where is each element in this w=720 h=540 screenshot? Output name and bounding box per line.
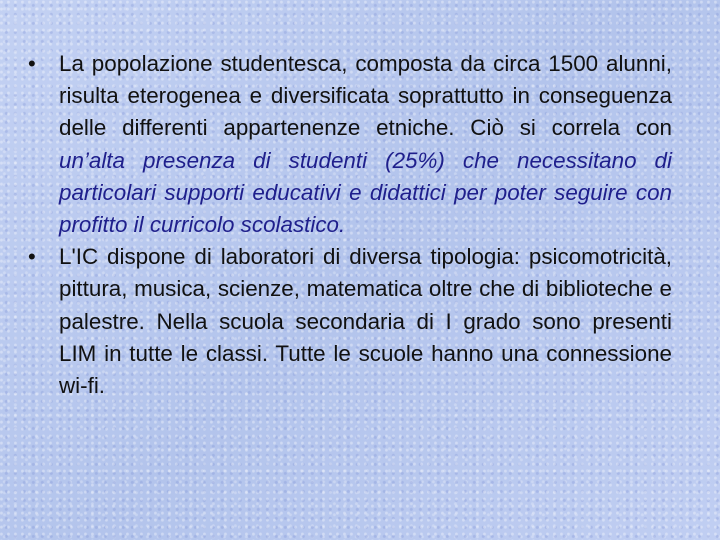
bullet-item-population	[28, 48, 672, 241]
bullet-text-emphasis: un’alta presenza di studenti (25%) che necessitano di particolari supporti educativi e didattici per poter seguire con profitto il curricolo scolastico.	[59, 147, 672, 238]
bullet-icon: •	[28, 51, 36, 76]
bullet-text-plain: L'IC dispone di laboratori di diversa tipologia: psicomotricità, pittura, musica, scienze, matematica oltre che di biblioteche e palestre. Nella scuola secondaria di I grado sono presenti LIM in tutte le classi. Tutte le scuole hanno una connessione wi-fi.	[59, 244, 672, 399]
bullet-item-laboratories	[28, 241, 672, 402]
bullet-text-plain: La popolazione studentesca, composta da circa 1500 alunni, risulta eterogenea e diversificata soprattutto in conseguenza delle differenti appartenenze etniche. Ciò si correla con	[59, 51, 672, 141]
bullet-list	[28, 48, 672, 402]
bullet-icon: •	[28, 244, 36, 270]
